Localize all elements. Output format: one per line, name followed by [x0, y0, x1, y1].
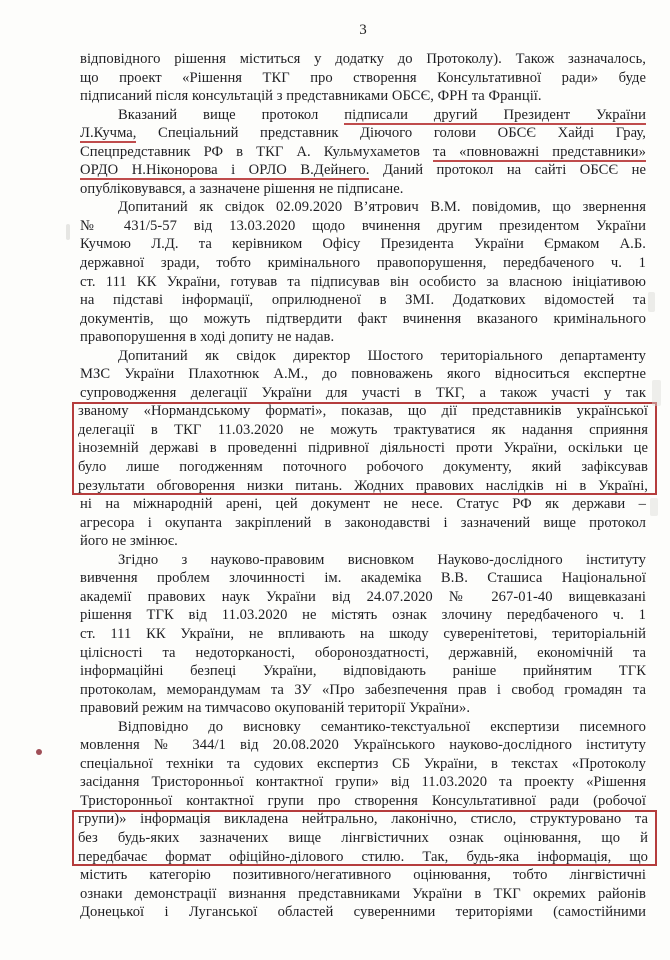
text-segment: на підставі інформації, оприлюдненої в ЗМІ. Додаткових відомостей та: [80, 292, 646, 309]
text-segment: Донецької і Луганської областей суверенними територіями (самостійними: [80, 904, 646, 921]
text-line: [80, 273, 646, 292]
text-line: [80, 773, 646, 792]
text-line: [80, 514, 646, 533]
scan-artifact: [66, 224, 70, 240]
text-segment: його не змінює.: [80, 533, 178, 550]
text-segment: цілісності та недоторканості, обороноздатності, державній, економічній та: [80, 644, 646, 661]
text-segment: передбачає формат офіційно-ділового стилю. Так, будь-яка інформація, що: [78, 848, 648, 865]
text-segment: агресора і окупанта закріплений в законодавстві і зазначений вище протокол: [80, 514, 646, 531]
red-boxed-text-line: [72, 810, 657, 829]
red-boxed-text-line: [72, 477, 657, 496]
text-line: [80, 606, 646, 625]
red-underlined-text: підписали другий Президент України: [344, 106, 646, 123]
text-line: [80, 644, 646, 663]
text-segment: групи)» інформація викладена нейтрально, лаконічно, стисло, структуровано та: [78, 811, 648, 828]
text-segment: було лише погодженням поточного робочого документу, який зафіксував: [78, 459, 648, 476]
text-segment: інформаційні безпеці України, відповідають раніше прийнятим ТГК: [80, 663, 646, 680]
text-line: [80, 365, 646, 384]
red-boxed-text-line: [72, 848, 657, 867]
text-segment: Даний протокол на сайті ОБСЄ не: [369, 162, 647, 179]
text-segment: делегації в ТКГ 11.03.2020 не можуть трактуватися як надання сприяння: [78, 421, 648, 438]
text-segment: містить категорію позитивного/негативного оцінювання, тобто лінгвістичні: [80, 867, 646, 884]
text-line: [80, 532, 646, 551]
text-line: [80, 569, 646, 588]
text-line: [80, 718, 646, 737]
red-boxed-text-line: [72, 458, 657, 477]
red-boxed-text-line: [72, 421, 657, 440]
text-segment: результати обговорення низки питань. Жодних правових наслідків ні в Україні,: [78, 477, 648, 494]
text-segment: Відповідно до висновку семантико-текстуальної експертизи писемного: [118, 718, 646, 735]
text-segment: засідання Тристоронньої контактної групи» від 11.03.2020 та проекту «Рішення: [80, 774, 646, 791]
scan-artifact: [652, 380, 661, 406]
scan-artifact: [650, 498, 658, 516]
text-segment: Спецпредставник РФ в ТКГ А. Кульмухаметов: [80, 143, 433, 160]
text-segment: ні на міжнародній арені, цей документ не несе. Статус РФ як держави –: [80, 496, 646, 513]
text-line: [80, 69, 646, 88]
text-line: [80, 736, 646, 755]
text-segment: опубліковувався, а зазначене рішення не підписане.: [80, 180, 404, 197]
text-line: [80, 310, 646, 329]
text-segment: мовлення № 344/1 від 20.08.2020 Українського науково-дослідного інституту: [80, 737, 646, 754]
text-line: [80, 495, 646, 514]
text-line: [80, 885, 646, 904]
text-line: [80, 198, 646, 217]
text-segment: правовий режим на тимчасово окупованій території України».: [80, 700, 471, 717]
text-line: [80, 217, 646, 236]
text-line: [80, 180, 646, 199]
text-line: [80, 662, 646, 681]
text-segment: званому «Нормандському форматі», показав, що дії представників української: [78, 403, 648, 420]
red-boxed-text-line: [72, 439, 657, 458]
text-line: [80, 384, 646, 403]
text-line: [80, 699, 646, 718]
text-line: [80, 551, 646, 570]
text-segment: Допитаний як свідок 02.09.2020 В’ятрович В.М. повідомив, що звернення: [118, 199, 646, 216]
text-segment: академії правових наук України від 24.07.2020 № 267-01-40 вищевказані: [80, 588, 646, 605]
red-underlined-text: Л.Кучма,: [80, 125, 137, 142]
text-line: [80, 254, 646, 273]
text-segment: вивчення проблем злочинності ім. академіка В.В. Сташиса Національної: [80, 570, 646, 587]
text-line: [80, 328, 646, 347]
text-line: [80, 106, 646, 125]
text-line: [80, 143, 646, 162]
text-line: [80, 235, 646, 254]
text-segment: державної зради, тобто кримінального правопорушення, передбаченого ч. 1: [80, 255, 646, 272]
text-line: [80, 347, 646, 366]
text-segment: документів, що можуть підтвердити факт вчинення вказаного кримінального: [80, 310, 646, 327]
text-segment: рішення ТГК від 11.03.2020 не містять ознак злочину передбаченого ч. 1: [80, 607, 646, 624]
red-boxed-text-line: [72, 402, 657, 421]
text-segment: підписаний після консультацій з представниками ОБСЄ, ФРН та Франції.: [80, 88, 542, 105]
text-segment: супроводження делегації України для участі в ТКГ, а також участі у так: [80, 384, 646, 401]
text-segment: Вказаний вище протокол: [118, 106, 345, 123]
text-segment: Кучмою Л.Д. та керівником Офісу Президента України Єрмаком А.Б.: [80, 236, 646, 253]
text-segment: правопорушення в ході допиту не надав.: [80, 329, 335, 346]
scan-artifact: [648, 292, 655, 312]
text-segment: Допитаний як свідок директор Шостого територіального департаменту: [118, 347, 646, 364]
text-segment: ст. 111 КК України, не впливають на шкоду суверенітетові, територіальній: [80, 625, 646, 642]
text-line: [80, 625, 646, 644]
red-underlined-text: ОРДО Н.Ніконорова і ОРЛО В.Дейнего.: [80, 162, 370, 179]
margin-red-dot: [36, 749, 42, 755]
text-line: [80, 87, 646, 106]
red-underlined-text: та «повноважні представники»: [432, 143, 646, 160]
text-line: [80, 792, 646, 811]
text-line: [80, 291, 646, 310]
red-boxed-text-line: [72, 829, 657, 848]
text-line: [80, 50, 646, 69]
text-segment: протоколам, меморандумам та ЗУ «Про забезпечення прав і свобод громадян та: [80, 681, 646, 698]
text-line: [80, 161, 646, 180]
text-segment: ст. 111 КК України, готував та підписував він особисто за власною ініціативою: [80, 273, 646, 290]
document-lines: [80, 50, 646, 922]
text-segment: ознаки демонстрації визнання представниками України в ТКГ окремих районів: [80, 885, 646, 902]
text-segment: № 431/5-57 від 13.03.2020 щодо вчинення другим президентом України: [80, 217, 646, 234]
text-line: [80, 903, 646, 922]
text-line: [80, 681, 646, 700]
text-segment: спеціальної техніки та судових експертиз СБ України, в текстах «Протоколу: [80, 755, 646, 772]
text-line: [80, 866, 646, 885]
text-segment: Спеціальний представник Діючого голови ОБСЄ Хайді Грау,: [136, 125, 646, 142]
text-segment: без будь-яких зазначених вище лінгвістичних ознак оцінювання, що й: [78, 829, 648, 846]
text-segment: Згідно з науково-правовим висновком Науково-дослідного інституту: [118, 551, 646, 568]
page-number: 3: [359, 22, 367, 38]
text-line: [80, 755, 646, 774]
text-line: [80, 588, 646, 607]
text-segment: що проект «Рішення ТКГ про створення Консультативної ради» буде: [80, 69, 646, 86]
text-segment: Тристоронньої контактної групи про створення Консультативної ради (робочої: [80, 792, 646, 809]
text-segment: відповідного рішення міститься у додатку до Протоколу). Також зазначалось,: [80, 51, 646, 67]
text-segment: МЗС України Плахотнюк А.М., до повноважень якого відноситься експертне: [80, 366, 646, 383]
text-line: [80, 124, 646, 143]
text-segment: іноземній державі в проведенні підривної діяльності проти України, оскільки це: [78, 440, 648, 457]
